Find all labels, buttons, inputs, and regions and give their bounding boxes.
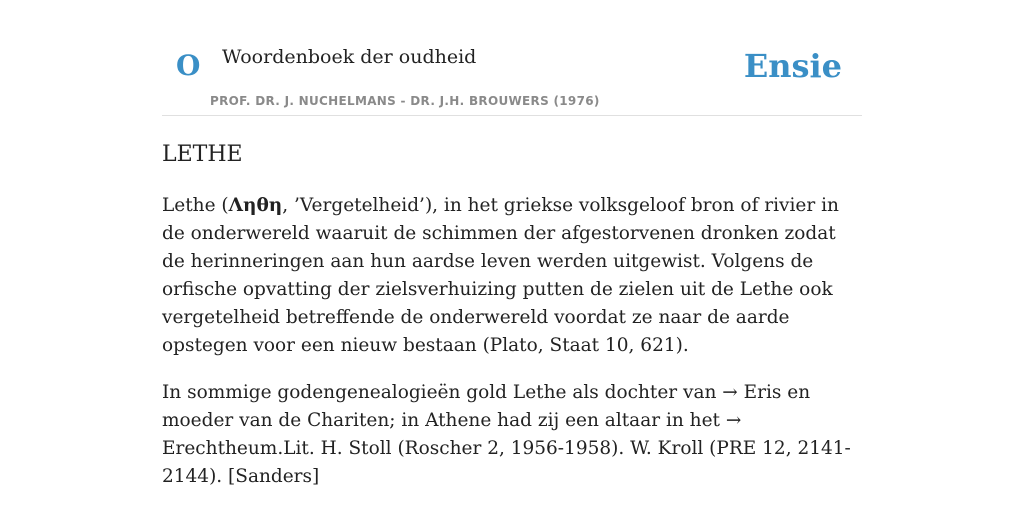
page-container [162,0,862,487]
xref-eris-link[interactable]: → Eris [722,382,782,403]
p2-mid-text: en moeder van de Chariten; in Athene had zij een altaar in het [162,382,811,431]
entry-paragraph-2 [162,379,862,491]
greek-term: Ληθη [228,195,283,216]
entry-paragraph-1 [162,192,862,360]
ensie-logo-link[interactable]: Ensie [743,47,842,85]
p2-pre-text: In sommige godengenealogieën gold Lethe als dochter van [162,382,723,403]
entry-body [162,192,862,510]
p1-post-text: , ’Vergetelheid’), in het griekse volksgeloof bron of rivier in de onderwereld waaruit de schimmen der afgestorvenen dronken zodat de herinneringen aan hun aardse leven werden uitgewist. Volgens de orfische opvatting der zielsverhuizing putten de zielen uit de Lethe ook vergetelheid betreffende de onderwereld voordat ze naar de aarde opstegen voor een nieuw bestaan (Plato, Staat 10, 621). [162,195,839,356]
dictionary-authors: PROF. DR. J. NUCHELMANS - DR. J.H. BROUWERS (1976) [210,94,600,108]
p2-post-text: .Lit. H. Stoll (Roscher 2, 1956-1958). W. Kroll (PRE 12, 2141-2144). [Sanders] [162,438,851,487]
dictionary-title[interactable]: Woordenboek der oudheid [222,46,477,68]
index-letter[interactable]: O [176,49,201,82]
p1-pre-text: Lethe ( [162,195,229,216]
entry-title: LETHE [162,142,243,167]
dictionary-header [162,0,862,116]
xref-erechtheum-link[interactable]: → Erechtheum [162,410,742,459]
